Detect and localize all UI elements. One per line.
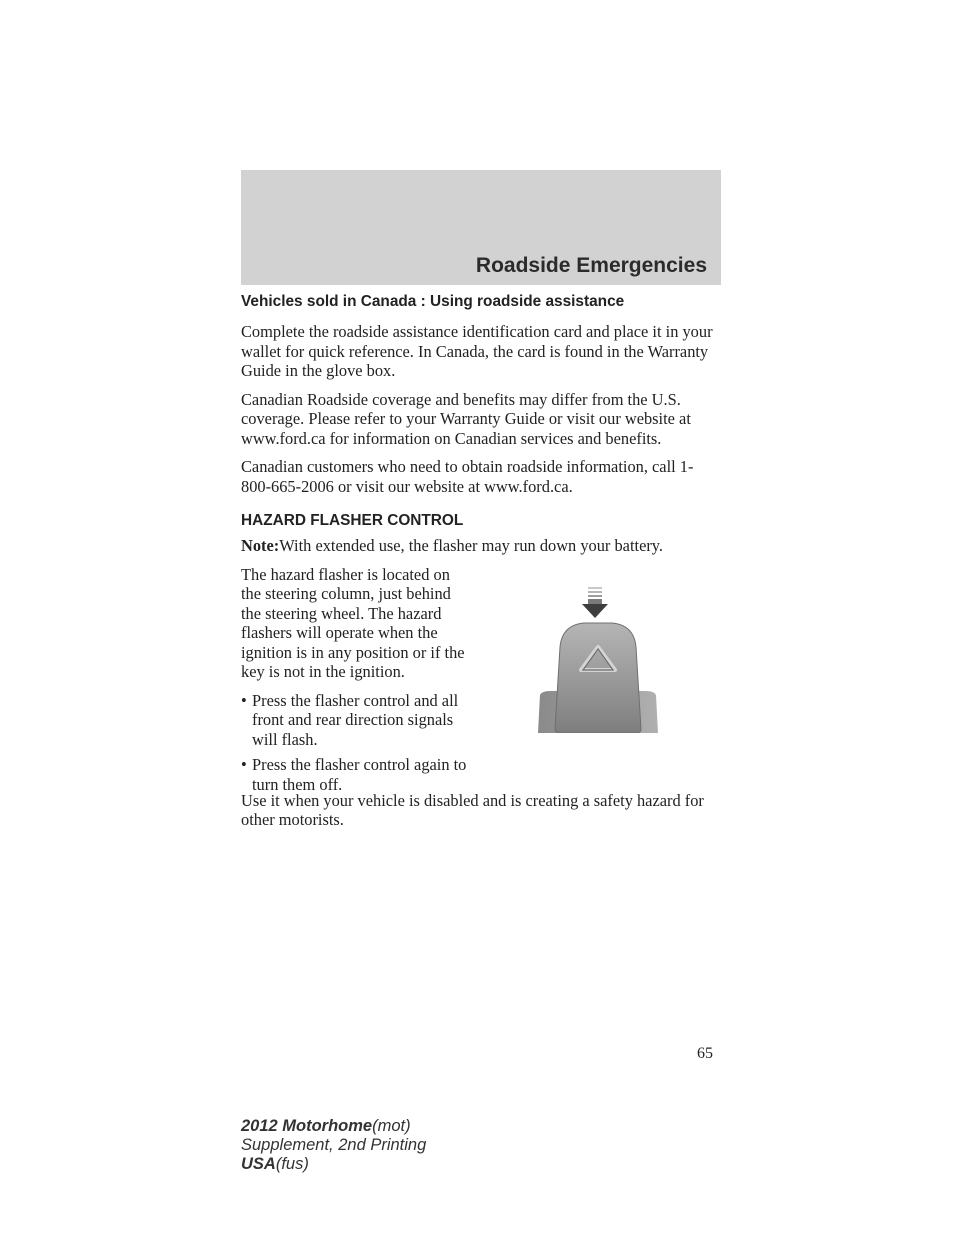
- bullet-item: [241, 755, 471, 794]
- bullet-icon: •: [241, 755, 247, 774]
- section-title: Roadside Emergencies: [475, 254, 707, 277]
- bullet-item: [241, 691, 471, 750]
- bullet-icon: •: [241, 690, 247, 710]
- footer-model-code: (mot): [372, 1117, 411, 1135]
- bullet-text: Press the flasher control again to turn them off.: [252, 755, 467, 794]
- flasher-description: [241, 565, 471, 801]
- footer-market-code: (fus): [275, 1155, 309, 1173]
- canada-paragraph-1: Complete the roadside assistance identification card and place it in your wallet for quick reference. In Canada, the card is found in the Warranty Guide in the glove box.: [241, 322, 713, 380]
- flasher-block: [241, 565, 721, 810]
- hazard-heading: HAZARD FLASHER CONTROL: [241, 512, 464, 529]
- hazard-closing: Use it when your vehicle is disabled and is creating a safety hazard for other motorists.: [241, 790, 704, 829]
- canada-heading: Vehicles sold in Canada : Using roadside assistance: [241, 293, 625, 310]
- canada-paragraph-3: Canadian customers who need to obtain roadside information, call 1-800-665-2006 or visit our website at www.ford.ca.: [241, 457, 694, 496]
- footer-line-1: [241, 1117, 426, 1136]
- note-label: Note:: [241, 536, 280, 555]
- bullet-text: Press the flasher control and all front and rear direction signals will flash.: [252, 690, 459, 749]
- note-text: With extended use, the flasher may run down your battery.: [279, 536, 664, 555]
- document-footer: [241, 1117, 426, 1174]
- footer-model: 2012 Motorhome: [241, 1117, 373, 1135]
- hazard-flasher-button-icon: [538, 587, 658, 733]
- section-header-band: [241, 170, 721, 285]
- footer-line-2: Supplement, 2nd Printing: [241, 1136, 427, 1154]
- hazard-note: [241, 536, 721, 556]
- footer-line-3: [241, 1155, 426, 1174]
- flasher-location-text: The hazard flasher is located on the steering column, just behind the steering wheel. The hazard flashers will operate when the ignition is in any position or if the key is not in the ignition.: [241, 564, 465, 681]
- page-number: 65: [697, 1045, 713, 1062]
- page-content: [241, 293, 721, 839]
- canada-paragraph-2: Canadian Roadside coverage and benefits may differ from the U.S. coverage. Please refer to your Warranty Guide or visit our website at www.ford.ca for information on Canadian services and benefits.: [241, 389, 691, 448]
- footer-market: USA: [241, 1155, 276, 1173]
